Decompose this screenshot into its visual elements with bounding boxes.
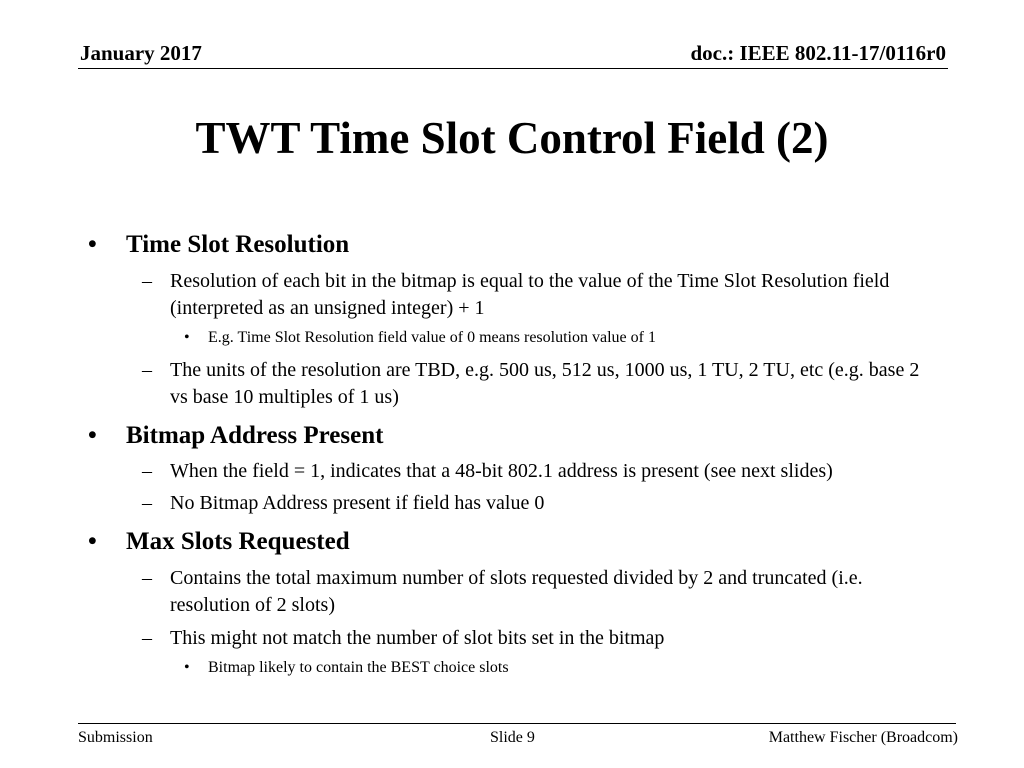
- footer-divider: [78, 723, 956, 724]
- bullet-mark: •: [184, 329, 190, 346]
- bullet-mark: •: [88, 231, 97, 258]
- slide-title: TWT Time Slot Control Field (2): [195, 113, 829, 163]
- dash-mark: –: [142, 270, 152, 292]
- sub-list-item-text: E.g. Time Slot Resolution field value of 0 means resolution value of 1: [208, 329, 656, 346]
- sub-list-item-text: Bitmap likely to contain the BEST choice slots: [208, 659, 509, 676]
- header-doc-id: doc.: IEEE 802.11-17/0116r0: [690, 41, 946, 65]
- list-item-text: Resolution of each bit in the bitmap is equal to the value of the Time Slot Resolution field (interpreted as an unsigned integer) + 1: [170, 270, 890, 319]
- bullet-mark: •: [88, 528, 97, 555]
- list-item-text: No Bitmap Address present if field has value 0: [170, 492, 545, 514]
- dash-mark: –: [142, 567, 152, 589]
- list-item-text: This might not match the number of slot bits set in the bitmap: [170, 627, 665, 649]
- dash-mark: –: [142, 627, 152, 649]
- bullet-mark: •: [184, 659, 190, 676]
- footer-submission: Submission: [78, 729, 153, 746]
- header-date: January 2017: [80, 41, 202, 65]
- footer-slide-number: Slide 9: [490, 729, 535, 746]
- dash-mark: –: [142, 492, 152, 514]
- header-divider: [78, 68, 948, 69]
- dash-mark: –: [142, 460, 152, 482]
- section-heading-text: Time Slot Resolution: [126, 231, 350, 258]
- dash-mark: –: [142, 359, 152, 381]
- list-item-text: Contains the total maximum number of slots requested divided by 2 and truncated (i.e. resolution of 2 slots): [170, 567, 863, 616]
- list-item-text: When the field = 1, indicates that a 48-bit 802.1 address is present (see next slides): [170, 460, 833, 482]
- section-heading-text: Bitmap Address Present: [126, 422, 384, 449]
- list-item-text: The units of the resolution are TBD, e.g. 500 us, 512 us, 1000 us, 1 TU, 2 TU, etc (e.g. base 2 vs base 10 multiples of 1 us): [170, 359, 920, 408]
- section-heading-text: Max Slots Requested: [126, 528, 350, 555]
- footer-author: Matthew Fischer (Broadcom): [768, 729, 958, 746]
- bullet-mark: •: [88, 422, 97, 449]
